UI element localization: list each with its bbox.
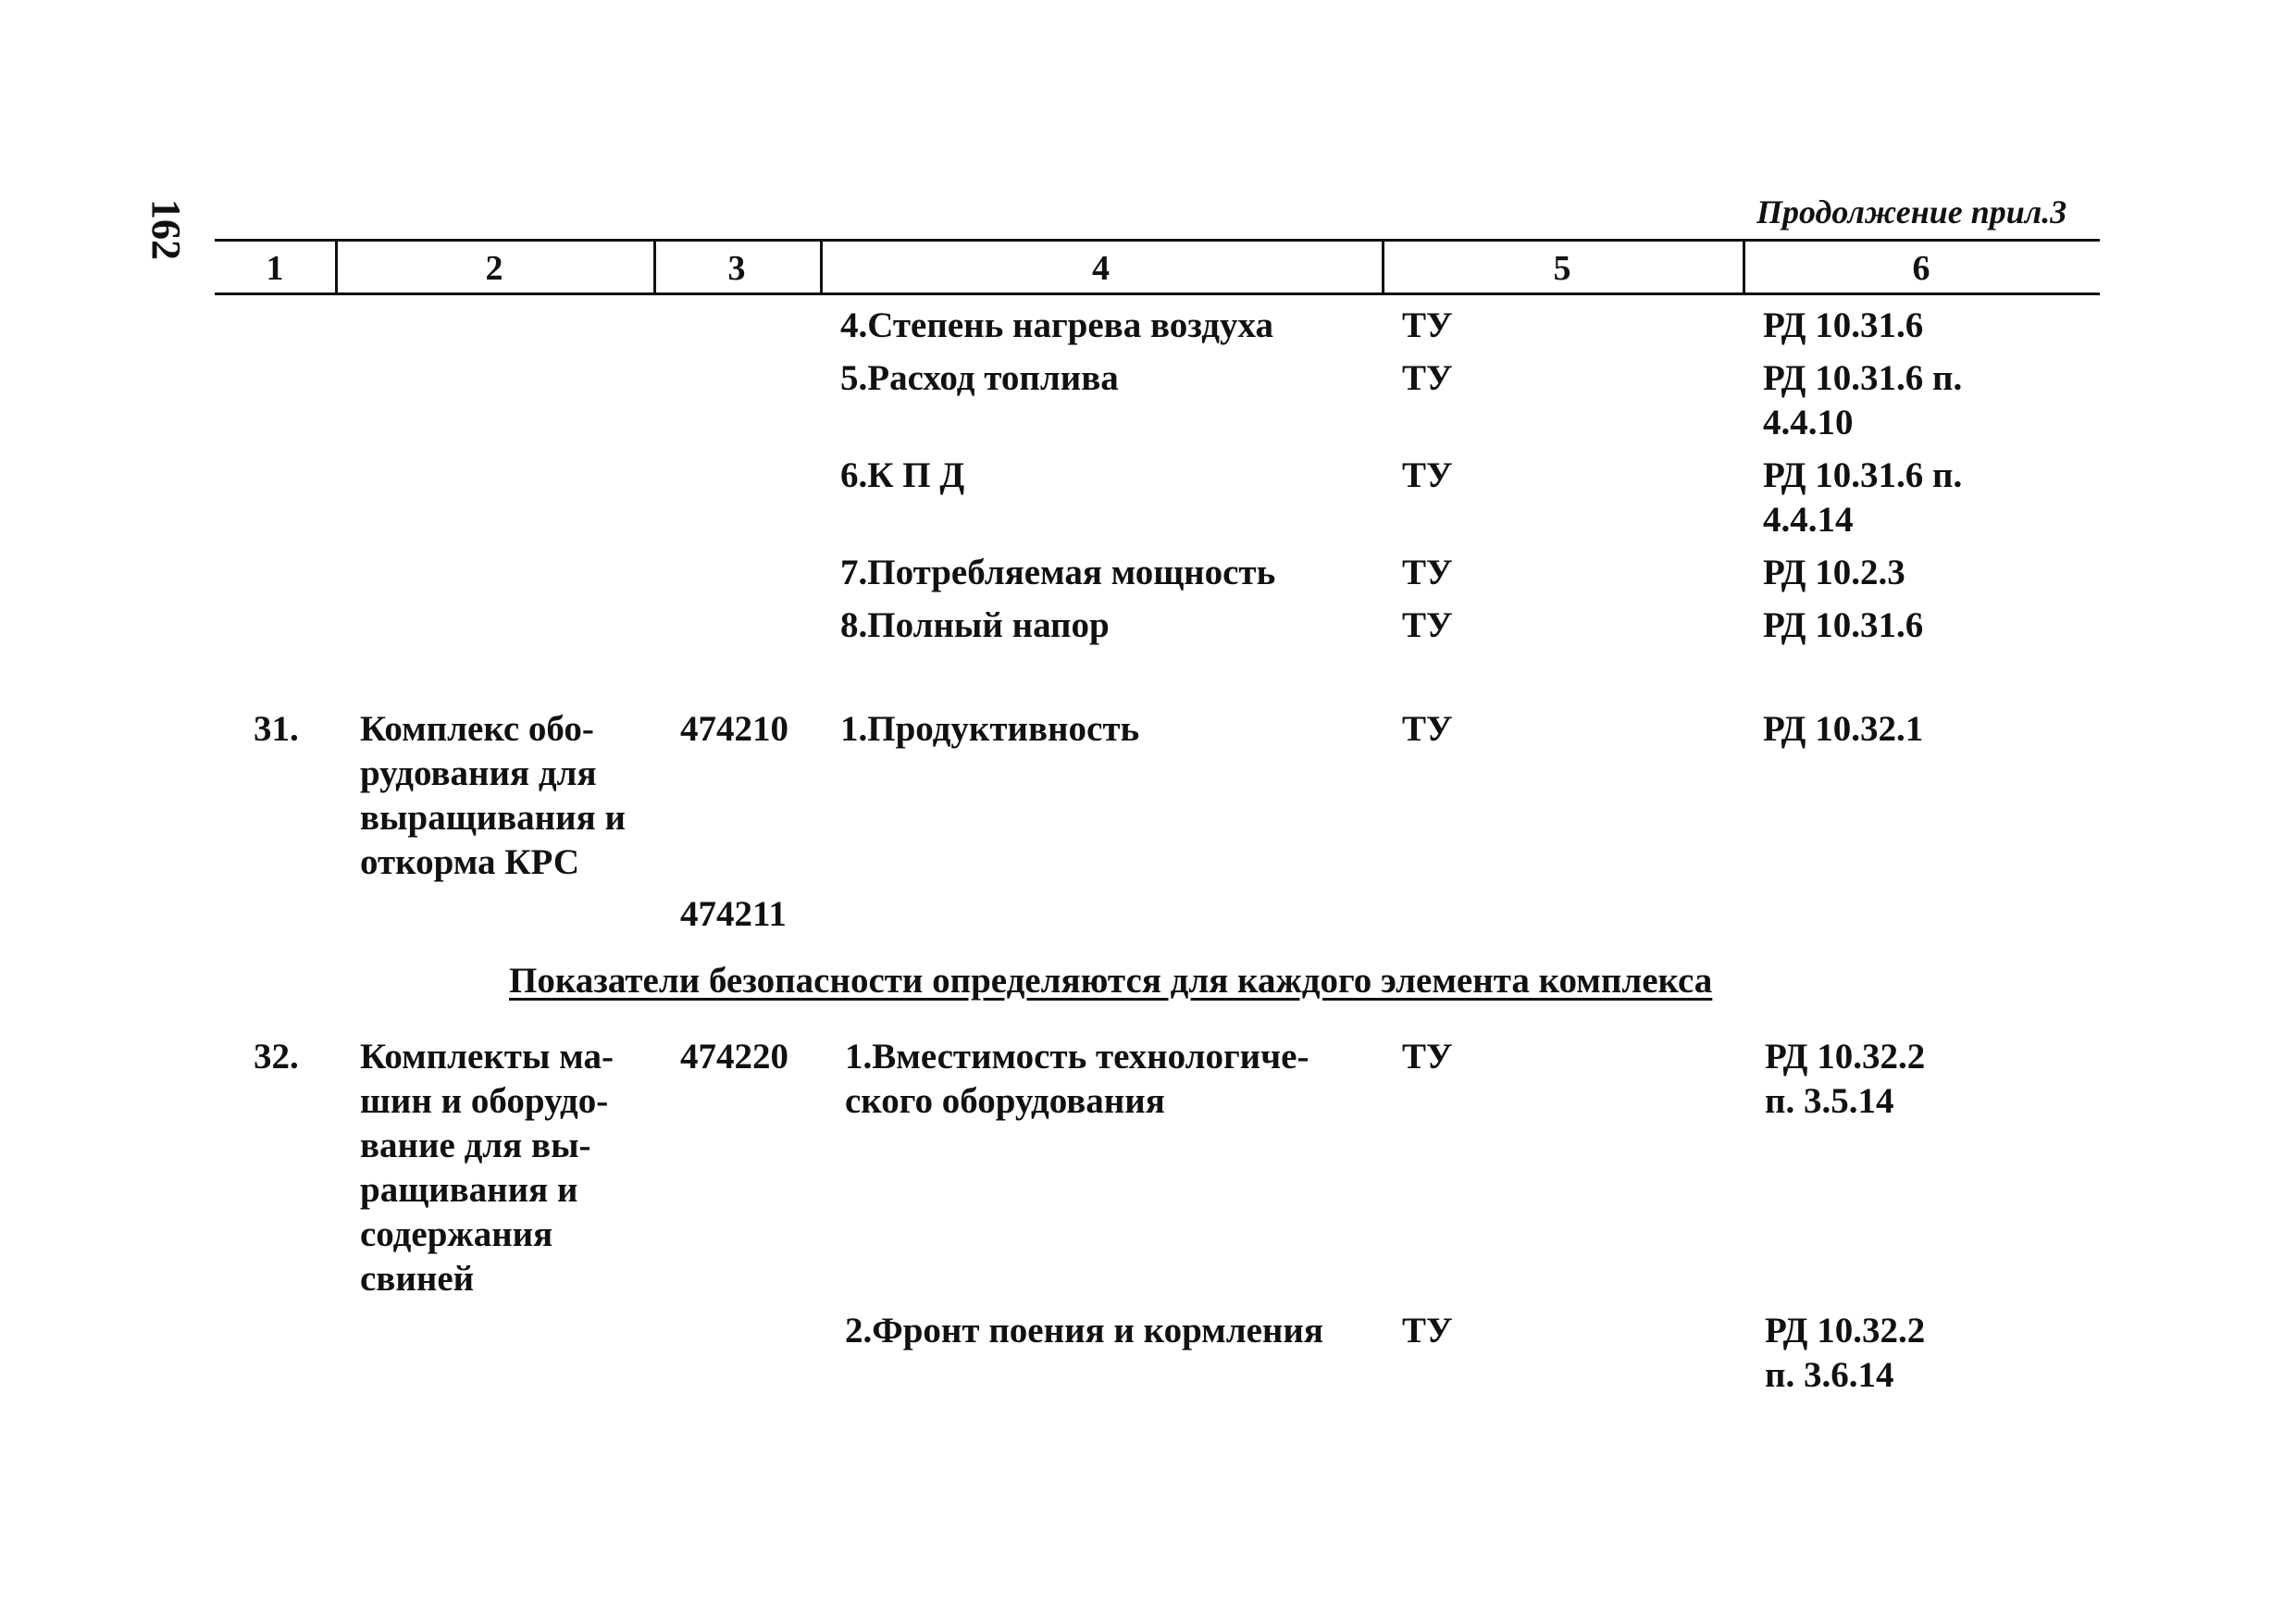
test-method: РД 10.31.6: [1763, 605, 1924, 645]
header-bottom-rule: [215, 292, 2100, 295]
indicator-text: 7.Потребляемая мощность: [840, 553, 1276, 592]
item-number: 32.: [254, 1037, 299, 1077]
test-method: РД 10.2.3: [1763, 553, 1905, 592]
regulatory-doc: ТУ: [1402, 553, 1453, 592]
column-header-4: 4: [1092, 249, 1110, 288]
test-method: РД 10.31.6 п.: [1763, 358, 1963, 398]
test-method: РД 10.32.2: [1765, 1311, 1926, 1350]
column-header-3: 3: [727, 249, 746, 288]
item-name-line: свиней: [360, 1259, 475, 1299]
column-header-2: 2: [485, 249, 503, 288]
test-method-clause: п. 3.5.14: [1765, 1081, 1894, 1121]
regulatory-doc: ТУ: [1402, 455, 1453, 495]
test-method-clause: п. 3.6.14: [1765, 1355, 1894, 1395]
item-name-line: шин и оборудо-: [360, 1081, 609, 1121]
indicator-text-continued: ского оборудования: [845, 1081, 1165, 1121]
test-method: РД 10.32.1: [1763, 709, 1924, 749]
item-code: 474211: [680, 894, 787, 934]
indicator-text: 6.К П Д: [840, 455, 965, 495]
regulatory-doc: ТУ: [1402, 1311, 1453, 1350]
regulatory-doc: ТУ: [1402, 358, 1453, 398]
indicator-text: 4.Степень нагрева воздуха: [840, 305, 1273, 345]
regulatory-doc: ТУ: [1402, 709, 1453, 749]
item-code: 474210: [680, 709, 788, 749]
indicator-text: 2.Фронт поения и кормления: [845, 1311, 1323, 1350]
regulatory-doc: ТУ: [1402, 305, 1453, 345]
header-top-rule: [215, 239, 2100, 242]
item-name-line: Комплекс обо-: [360, 709, 594, 749]
item-name-line: содержания: [360, 1214, 553, 1254]
test-method: РД 10.32.2: [1765, 1037, 1926, 1077]
column-header-5: 5: [1553, 249, 1571, 288]
test-method-clause: 4.4.14: [1763, 500, 1854, 540]
item-name-line: откорма КРС: [360, 842, 579, 882]
item-name-line: Комплекты ма-: [360, 1037, 614, 1077]
page-number: 162: [143, 199, 189, 260]
column-header-1: 1: [266, 249, 284, 288]
item-name-line: вание для вы-: [360, 1126, 591, 1165]
test-method: РД 10.31.6: [1763, 305, 1924, 345]
item-code: 474220: [680, 1037, 788, 1077]
regulatory-doc: ТУ: [1402, 605, 1453, 645]
safety-note: Показатели безопасности определяются для каждого элемента комплекса: [509, 961, 1713, 1001]
item-name-line: выращивания и: [360, 798, 626, 838]
continuation-note: Продолжение прил.3: [1756, 193, 2067, 230]
test-method: РД 10.31.6 п.: [1763, 455, 1963, 495]
indicator-text: 1.Продуктивность: [840, 709, 1140, 749]
item-name-line: ращивания и: [360, 1170, 578, 1210]
item-name-line: рудования для: [360, 753, 597, 793]
indicator-text: 5.Расход топлива: [840, 358, 1119, 398]
item-number: 31.: [254, 709, 299, 749]
indicator-text: 1.Вместимость технологиче-: [845, 1037, 1309, 1077]
column-header-6: 6: [1912, 249, 1930, 288]
indicator-text: 8.Полный напор: [840, 605, 1110, 645]
test-method-clause: 4.4.10: [1763, 403, 1854, 442]
regulatory-doc: ТУ: [1402, 1037, 1453, 1077]
